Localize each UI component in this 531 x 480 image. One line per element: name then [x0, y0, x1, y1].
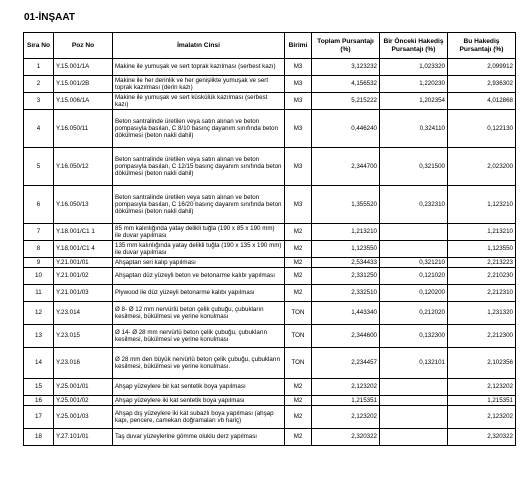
header-bu: Bu Hakediş Pursantajı (%)	[448, 33, 516, 59]
cell-sira: 15	[24, 379, 54, 396]
header-birimi: Birimi	[285, 33, 312, 59]
cell-total: 2,534433	[312, 258, 380, 268]
cell-description: Makine ile yumuşak ve sert küskülük kazılması (serbest kazı)	[113, 93, 285, 110]
cell-poz: Y.21.001/01	[54, 258, 113, 268]
cell-sira: 14	[24, 348, 54, 379]
cell-sira: 8	[24, 241, 54, 258]
cell-unit: TON	[285, 325, 312, 348]
cell-previous: 1,023320	[380, 59, 448, 76]
header-onceki: Bir Önceki Hakediş Pursantajı (%)	[380, 33, 448, 59]
cell-unit: M3	[285, 93, 312, 110]
cell-total: 2,320322	[312, 429, 380, 446]
cell-description: Ø 14- Ø 28 mm nervürlü beton çelik çubuğu, çubukların kesilmesi, bükülmesi ve yerine konulması	[113, 325, 285, 348]
cell-sira: 17	[24, 406, 54, 429]
cell-unit: M2	[285, 224, 312, 241]
cell-unit: M3	[285, 148, 312, 186]
cell-poz: Y.16.050/11	[54, 110, 113, 148]
cell-description: Makine ile her derinlik ve her genişlikte yumuşak ve sert toprak kazılması (derin kazı)	[113, 76, 285, 93]
cell-description: Plywood ile düz yüzeyli betonarme kalıbı yapılması	[113, 285, 285, 302]
cell-sira: 1	[24, 59, 54, 76]
cell-current: 2,936302	[448, 76, 516, 93]
cell-current: 1,213210	[448, 224, 516, 241]
cell-current: 2,213223	[448, 258, 516, 268]
table-row	[24, 396, 516, 406]
table-row	[24, 59, 516, 76]
cell-poz: Y.18.001/C1 1	[54, 224, 113, 241]
cell-description: Ahşap yüzeylere bir kat sentetik boya yapılması	[113, 379, 285, 396]
cell-unit: M3	[285, 186, 312, 224]
cell-poz: Y.15.001/2B	[54, 76, 113, 93]
header-toplam: Toplam Pursantajı (%)	[312, 33, 380, 59]
header-imalat: İmalatın Cinsi	[113, 33, 285, 59]
header-poz: Poz No	[54, 33, 113, 59]
cell-sira: 16	[24, 396, 54, 406]
cell-previous: 0,212020	[380, 302, 448, 325]
cell-previous: 0,132101	[380, 348, 448, 379]
cell-current: 2,320322	[448, 429, 516, 446]
cell-unit: M2	[285, 241, 312, 258]
cell-poz: Y.25.001/01	[54, 379, 113, 396]
cell-poz: Y.16.050/13	[54, 186, 113, 224]
cell-sira: 5	[24, 148, 54, 186]
cell-current: 1,231320	[448, 302, 516, 325]
table-row	[24, 258, 516, 268]
cell-description: Beton santralinde üretilen veya satın alınan ve beton pompasıyla basılan, C 12/15 basınç dayanım sınıfında beton dökülmesi (beton nakli dahil)	[113, 148, 285, 186]
table-row	[24, 110, 516, 148]
cell-current: 1,215351	[448, 396, 516, 406]
cell-unit: M2	[285, 406, 312, 429]
cell-previous	[380, 429, 448, 446]
cell-poz: Y.21.001/02	[54, 268, 113, 285]
cell-sira: 6	[24, 186, 54, 224]
table-row	[24, 302, 516, 325]
cell-total: 1,215351	[312, 396, 380, 406]
cell-description: Makine ile yumuşak ve sert toprak kazılması (serbest kazı)	[113, 59, 285, 76]
cell-sira: 11	[24, 285, 54, 302]
cell-sira: 7	[24, 224, 54, 241]
cell-poz: Y.16.050/12	[54, 148, 113, 186]
cell-current: 2,123202	[448, 379, 516, 396]
cell-current: 2,210230	[448, 268, 516, 285]
cell-total: 2,332510	[312, 285, 380, 302]
cell-description: Ahşaptan düz yüzeyli beton ve betonarme kalıbı yapılması	[113, 268, 285, 285]
cell-description: Ø 28 mm den büyük nervürlü beton çelik çubuğu, çubukların kesilmesi, bükülmesi ve yerine konulması.	[113, 348, 285, 379]
cell-unit: M3	[285, 110, 312, 148]
cell-previous: 0,321500	[380, 148, 448, 186]
cell-previous	[380, 224, 448, 241]
table-row	[24, 93, 516, 110]
cell-description: Beton santralinde üretilen veya satın alınan ve beton pompasıyla basılan, C 16/20 basınç dayanım sınıfında beton dökülmesi (beton nakli dahil)	[113, 186, 285, 224]
cell-poz: Y.25.001/03	[54, 406, 113, 429]
cell-total: 1,213210	[312, 224, 380, 241]
cell-current: 4,012868	[448, 93, 516, 110]
cell-sira: 10	[24, 268, 54, 285]
cell-poz: Y.25.001/02	[54, 396, 113, 406]
cell-previous: 0,232310	[380, 186, 448, 224]
cell-previous: 0,132300	[380, 325, 448, 348]
cell-unit: TON	[285, 348, 312, 379]
table-row	[24, 76, 516, 93]
cell-unit: M2	[285, 379, 312, 396]
cell-poz: Y.15.001/1A	[54, 59, 113, 76]
cell-unit: M2	[285, 268, 312, 285]
cell-sira: 2	[24, 76, 54, 93]
cell-poz: Y.21.001/03	[54, 285, 113, 302]
cell-description: 85 mm kalınlığında yatay delikli tuğla (190 x 85 x 190 mm) ile duvar yapılması	[113, 224, 285, 241]
cell-unit: M2	[285, 258, 312, 268]
cell-description: 135 mm kalınlığında yatay delikli tuğla (190 x 135 x 190 mm) ile duvar yapılması	[113, 241, 285, 258]
cell-description: Ahşap dış yüzeylere iki kat subazlı boya yapılması (ahşap kapı, pencere, camekan doğramaları vb hariç)	[113, 406, 285, 429]
table-row	[24, 186, 516, 224]
cell-unit: M2	[285, 285, 312, 302]
cell-total: 1,123550	[312, 241, 380, 258]
table-row	[24, 348, 516, 379]
cell-current: 0,122130	[448, 110, 516, 148]
table-row	[24, 148, 516, 186]
cell-total: 3,123232	[312, 59, 380, 76]
cell-description: Beton santralinde üretilen veya satın alınan ve beton pompasıyla basılan, C 8/10 basınç dayanım sınıfında beton dökülmesi (beton nakli dahil)	[113, 110, 285, 148]
cell-sira: 12	[24, 302, 54, 325]
cell-unit: M3	[285, 76, 312, 93]
cell-sira: 13	[24, 325, 54, 348]
cell-unit: TON	[285, 302, 312, 325]
table-row	[24, 406, 516, 429]
table-row	[24, 379, 516, 396]
cell-sira: 18	[24, 429, 54, 446]
header-sira: Sıra No	[24, 33, 54, 59]
cell-previous: 1,202354	[380, 93, 448, 110]
progress-table	[23, 32, 516, 446]
section-title: 01-İNŞAAT	[24, 12, 75, 23]
cell-total: 1,355520	[312, 186, 380, 224]
cell-unit: M2	[285, 429, 312, 446]
table-row	[24, 224, 516, 241]
cell-current: 1,123550	[448, 241, 516, 258]
cell-total: 2,123202	[312, 406, 380, 429]
cell-current: 2,023200	[448, 148, 516, 186]
cell-total: 2,123202	[312, 379, 380, 396]
cell-previous: 0,121020	[380, 268, 448, 285]
cell-sira: 9	[24, 258, 54, 268]
cell-current: 2,212300	[448, 325, 516, 348]
cell-previous: 1,220230	[380, 76, 448, 93]
cell-poz: Y.18.001/C1 4	[54, 241, 113, 258]
cell-description: Ø 8- Ø 12 mm nervürlü beton çelik çubuğu, çubukların kesilmesi, bükülmesi ve yerine konulması	[113, 302, 285, 325]
cell-unit: M3	[285, 59, 312, 76]
cell-current: 1,123210	[448, 186, 516, 224]
cell-description: Taş duvar yüzeylerine gömme oluklu derz yapılması	[113, 429, 285, 446]
cell-total: 2,344600	[312, 325, 380, 348]
cell-previous	[380, 379, 448, 396]
cell-description: Ahşaptan seri kalıp yapılması	[113, 258, 285, 268]
cell-current: 2,212310	[448, 285, 516, 302]
cell-previous: 0,324110	[380, 110, 448, 148]
cell-poz: Y.23.015	[54, 325, 113, 348]
cell-previous	[380, 396, 448, 406]
cell-previous: 0,120200	[380, 285, 448, 302]
cell-previous	[380, 406, 448, 429]
cell-total: 5,215222	[312, 93, 380, 110]
cell-poz: Y.15.006/1A	[54, 93, 113, 110]
cell-current: 2,102356	[448, 348, 516, 379]
cell-poz: Y.23.016	[54, 348, 113, 379]
cell-sira: 4	[24, 110, 54, 148]
cell-sira: 3	[24, 93, 54, 110]
table-row	[24, 325, 516, 348]
table-body	[24, 59, 516, 446]
cell-current: 2,123202	[448, 406, 516, 429]
cell-poz: Y.23.014	[54, 302, 113, 325]
cell-previous: 0,321210	[380, 258, 448, 268]
cell-total: 0,446240	[312, 110, 380, 148]
cell-poz: Y.27.101/01	[54, 429, 113, 446]
cell-total: 2,234457	[312, 348, 380, 379]
header-row	[24, 33, 516, 59]
cell-description: Ahşap yüzeylere iki kat sentetik boya yapılması	[113, 396, 285, 406]
cell-previous	[380, 241, 448, 258]
cell-unit: M2	[285, 396, 312, 406]
table-row	[24, 241, 516, 258]
table-row	[24, 429, 516, 446]
table-row	[24, 285, 516, 302]
cell-current: 2,099912	[448, 59, 516, 76]
cell-total: 2,331250	[312, 268, 380, 285]
cell-total: 1,443340	[312, 302, 380, 325]
cell-total: 4,156532	[312, 76, 380, 93]
table-row	[24, 268, 516, 285]
cell-total: 2,344700	[312, 148, 380, 186]
